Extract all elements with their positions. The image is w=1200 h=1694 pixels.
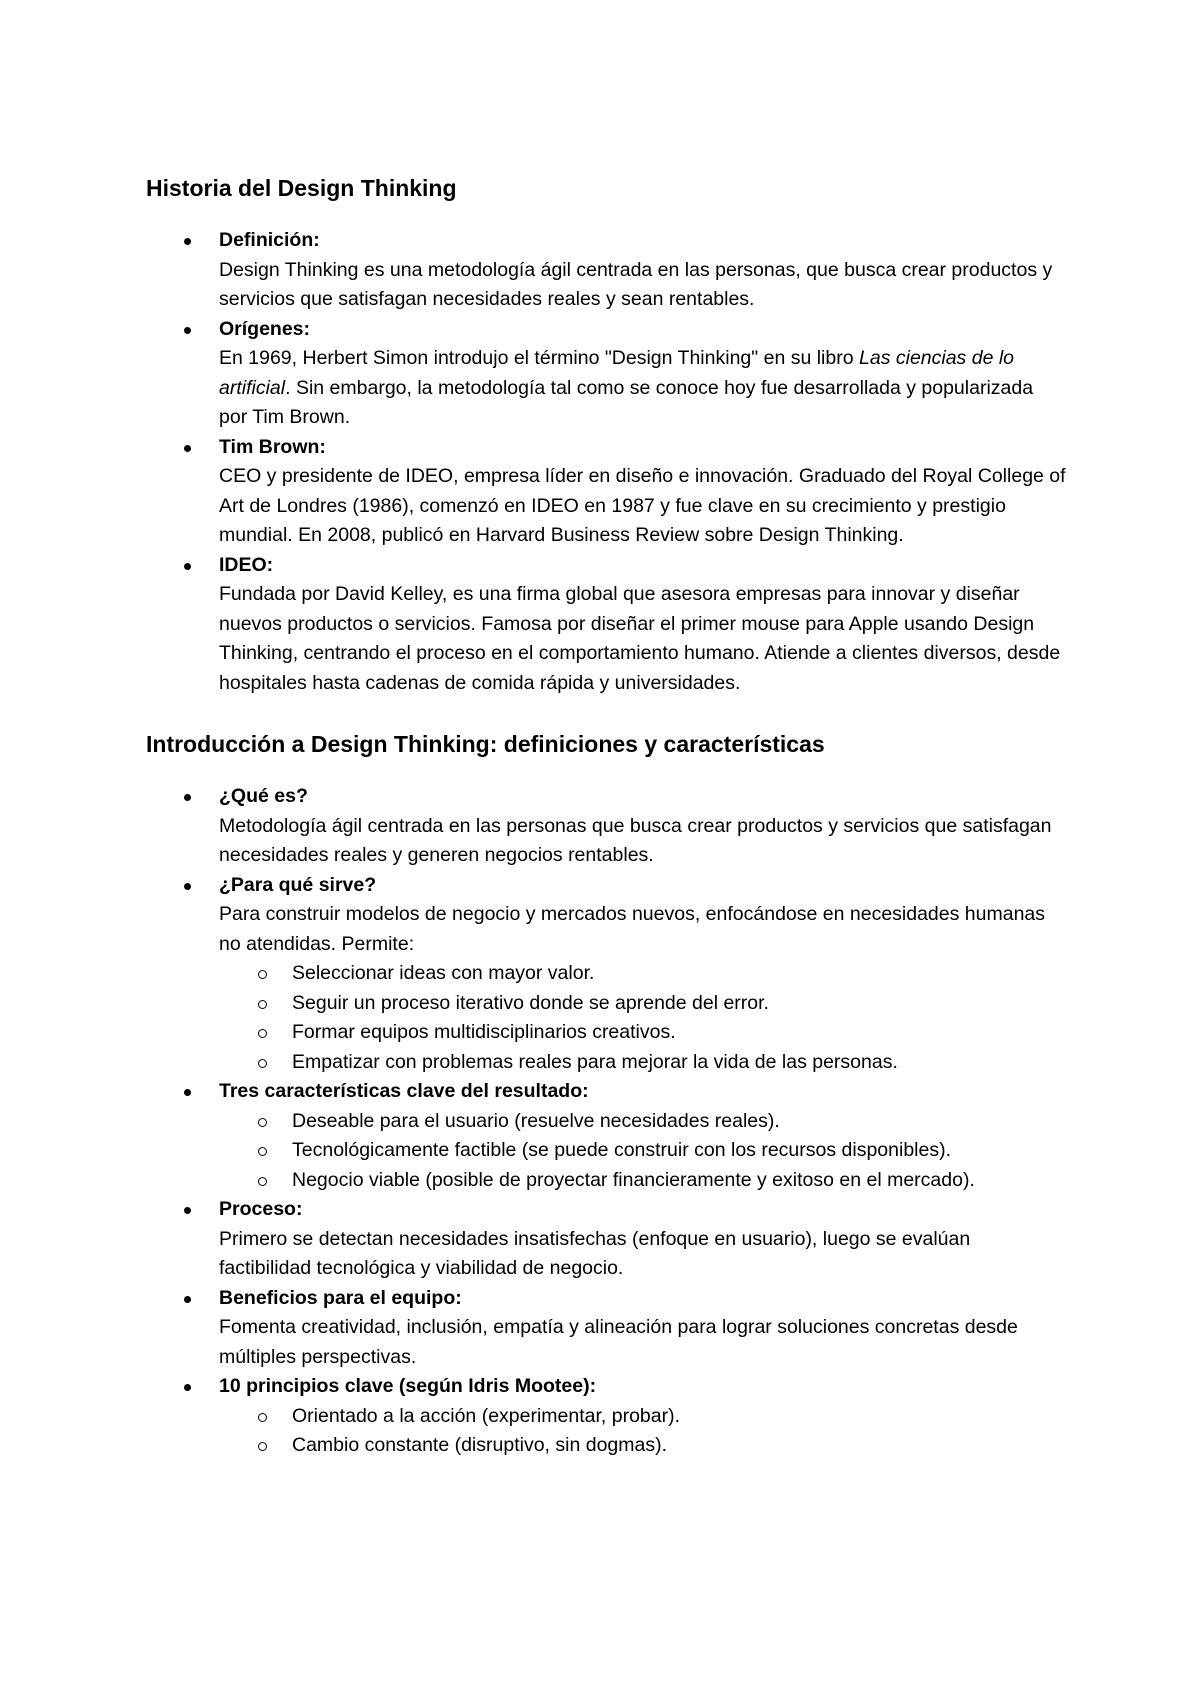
list-item-definicion (146, 226, 1066, 315)
sub-list-item: Formar equipos multidisciplinarios creativos. (146, 1018, 1066, 1048)
item-title: Definición: (219, 229, 320, 251)
item-text: Primero se detectan necesidades insatisfechas (enfoque en usuario), luego se evalúan factibilidad tecnológica y viabilidad de negocio. (219, 1227, 971, 1279)
list-item-caracteristicas (146, 1077, 1066, 1195)
item-title: Tim Brown: (219, 435, 326, 458)
item-text: Metodología ágil centrada en las personas que busca crear productos y servicios que satisfagan necesidades reales y generen negocios rentables. (219, 814, 1052, 866)
sub-list (219, 959, 1066, 1077)
sub-list-item: Negocio viable (posible de proyectar financieramente y exitoso en el mercado). (146, 1166, 1066, 1196)
sub-list-item: Deseable para el usuario (resuelve necesidades reales). (146, 1107, 1066, 1137)
item-text: Fomenta creatividad, inclusión, empatía y alineación para lograr soluciones concretas desde múltiples perspectivas. (219, 1316, 1018, 1368)
list-item-origenes (146, 315, 1066, 433)
list-item-principios (146, 1372, 1066, 1461)
sub-list-item: Empatizar con problemas reales para mejorar la vida de las personas. (146, 1048, 1066, 1078)
item-text (219, 344, 1066, 433)
item-text-part: . Sin embargo, la metodología tal como se conoce hoy fue desarrollada y popularizada por Tim Brown. (219, 376, 1034, 428)
sub-list-item: Seguir un proceso iterativo donde se aprende del error. (146, 989, 1066, 1019)
sub-list-item: Cambio constante (disruptivo, sin dogmas). (146, 1431, 1066, 1461)
list-item-beneficios (146, 1284, 1066, 1373)
list-item-para-que-sirve (146, 871, 1066, 1078)
list-item-tim-brown (146, 433, 1066, 551)
item-title: Tres características clave del resultado: (219, 1080, 589, 1102)
sub-list (219, 1402, 1066, 1461)
section-heading-introduccion: Introducción a Design Thinking: definiciones y características (146, 731, 825, 757)
item-title: ¿Qué es? (219, 785, 308, 807)
sub-list (219, 1107, 1066, 1196)
introduccion-list (146, 782, 1066, 1461)
item-text: Design Thinking es una metodología ágil centrada en las personas, que busca crear productos y servicios que satisfagan necesidades reales y sean rentables. (219, 258, 1053, 310)
sub-list-item: Orientado a la acción (experimentar, probar). (146, 1402, 1066, 1432)
sub-list-item: Tecnológicamente factible (se puede construir con los recursos disponibles). (146, 1136, 1066, 1166)
historia-list (146, 226, 1066, 698)
section-heading-historia: Historia del Design Thinking (146, 175, 457, 201)
item-text: CEO y presidente de IDEO, empresa líder en diseño e innovación. Graduado del Royal College of Art de Londres (1986), comenzó en IDEO en 1987 y fue clave en su crecimiento y prestigio mundial. En 2008, publicó en Harvard Business Review sobre Design Thinking. (219, 465, 1066, 546)
item-text: Fundada por David Kelley, es una firma global que asesora empresas para innovar y diseñar nuevos productos o servicios. Famosa por diseñar el primer mouse para Apple usando Design Thinking, centrando el proceso en el comportamiento humano. Atiende a clientes diversos, desde hospitales hasta cadenas de comida rápida y universidades. (219, 583, 1061, 694)
item-text-part: En 1969, Herbert Simon introdujo el término "Design Thinking" en su libro (219, 347, 859, 369)
item-title: Proceso: (219, 1198, 303, 1220)
item-title: IDEO: (219, 553, 274, 576)
item-title: 10 principios clave (según Idris Mootee): (219, 1375, 597, 1397)
list-item-ideo (146, 551, 1066, 699)
item-text: Para construir modelos de negocio y mercados nuevos, enfocándose en necesidades humanas no atendidas. Permite: (219, 903, 1046, 955)
item-title: ¿Para qué sirve? (219, 873, 377, 896)
sub-list-item: Seleccionar ideas con mayor valor. (146, 959, 1066, 989)
book-title: Las ciencias de lo artificial (219, 347, 1015, 399)
item-title: Orígenes: (219, 317, 311, 340)
list-item-proceso (146, 1195, 1066, 1284)
document-page (146, 172, 1066, 1461)
list-item-que-es (146, 782, 1066, 871)
item-title: Beneficios para el equipo: (219, 1286, 462, 1309)
